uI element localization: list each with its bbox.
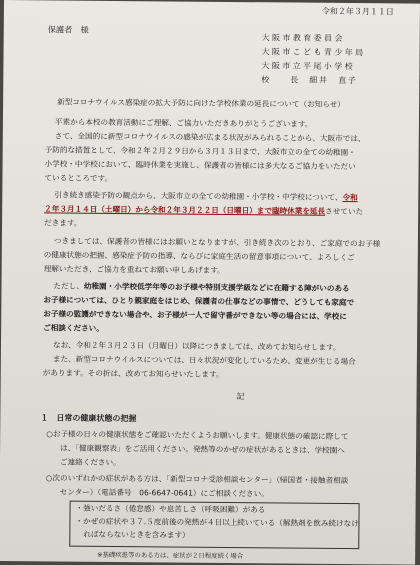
symptom-line: ・強いだるさ（倦怠感）や息苦しさ（呼吸困難）がある — [75, 503, 266, 515]
body-span: ただし、 — [53, 281, 84, 291]
section-line: ○次のいずれかの症状がある方は、「新型コロナ受診相談センター」（帰国者・接触者相談 — [45, 473, 349, 486]
sender-line: 大阪市教育委員会 — [261, 33, 345, 43]
body-line: さて、全国的に新型コロナウイルスの感染が広まる状況がみられることから、大阪市では、 — [54, 131, 366, 144]
body-line: 予防的な措置として、令和２年２月２９日から３月１３日まで、大阪市立の全ての幼稚園・ — [44, 145, 356, 158]
extension-highlight: 令和 — [342, 192, 358, 203]
section-line: センター）（電話番号 06-6647-0641）にご相談ください。 — [59, 487, 269, 499]
document-date: 令和２年３月１１日 — [321, 6, 394, 17]
body-bold-span: 幼稚園・小学校低学年等のお子様や特別支援学級などに在籍する障がいのある — [83, 281, 350, 294]
body-line: の健康状態の把握、感染症予防の指導、ならびに家庭生活の留意事項について、よろしくご — [43, 250, 355, 263]
symptom-line: ・かぜの症状や３７.５度前後の発熱が４日以上続いている（解熱剤を飲み続けなけ — [75, 516, 359, 529]
sender-line: 大阪市こども青少年局 — [261, 47, 366, 58]
body-line: 理解いただき、ご協力を重ねてお願い申しあげます。 — [43, 264, 225, 275]
sender-line: 校 長 細井 直子 — [261, 75, 358, 86]
ki-heading: 記 — [236, 392, 245, 402]
body-line-bold: ご相談ください。 — [43, 323, 104, 333]
body-line: また、新型コロナウイルスについては、日々状況が変化しているため、変更が生じる場合 — [52, 354, 356, 367]
body-line: があります。その折は、改めてお知らせいたします。 — [42, 368, 224, 379]
symptom-line: ればならないときを含みます） — [83, 529, 190, 540]
sender-line: 大阪市立平尾小学校 — [261, 61, 356, 72]
body-span: 引き続き感染予防の観点から、大阪市立の全ての幼稚園・小学校・中学校について、 — [54, 190, 343, 202]
footnote: ※基礎疾患等のある方は、症状が２日程度続く場合 — [97, 550, 244, 561]
addressee: 保護者 様 — [47, 24, 89, 35]
body-line — [54, 190, 358, 203]
section-line: ○お子様の日々の健康状態をご確認いただくようお願いします。健康状態の確認に際して — [46, 429, 349, 442]
section-line: は、「健康観察表」をご活用ください。発熱等のかぜの症状があるときは、学校園へ — [60, 443, 345, 455]
body-span: させていた — [325, 206, 364, 217]
body-line: 平素から本校の教育活動にご理解、ご協力いただきありがとうございます。 — [54, 117, 313, 129]
body-line: だきます。 — [44, 218, 82, 228]
body-line: なお、令和２年３月２３日（月曜日）以降につきましては、改めてお知らせします。 — [52, 340, 341, 352]
section-line: ご連絡ください。 — [59, 457, 121, 468]
extension-highlight: ２年３月１４日（土曜日）から令和２年３月２２日（日曜日）まで臨時休業を延長 — [44, 204, 326, 216]
body-line: つきましては、保護者の皆様にはお願いとなりますが、引き続き次のとおり、ご家庭でのお子様 — [53, 236, 381, 249]
body-line — [53, 281, 349, 294]
body-line: 小学校・中学校において、臨時休業を実施し、保護者の皆様には多大なるご協力をいただい — [44, 159, 356, 172]
body-line: ているところです。 — [44, 173, 113, 183]
document-subject: 新型コロナウイルス感染症の拡大予防に向けた学校休業の延長について（お知らせ） — [57, 97, 345, 109]
body-line-bold: お子様の監護ができない場合や、お子様が一人で留守番ができない等の場合には、学校に — [43, 309, 347, 322]
body-line — [44, 204, 363, 217]
body-line-bold: お子様については、ひとり親家庭をはじめ、保護者の仕事などの事情で、どうしても家庭で — [43, 295, 355, 308]
section-heading: １ 日常の健康状態の把握 — [40, 413, 137, 424]
